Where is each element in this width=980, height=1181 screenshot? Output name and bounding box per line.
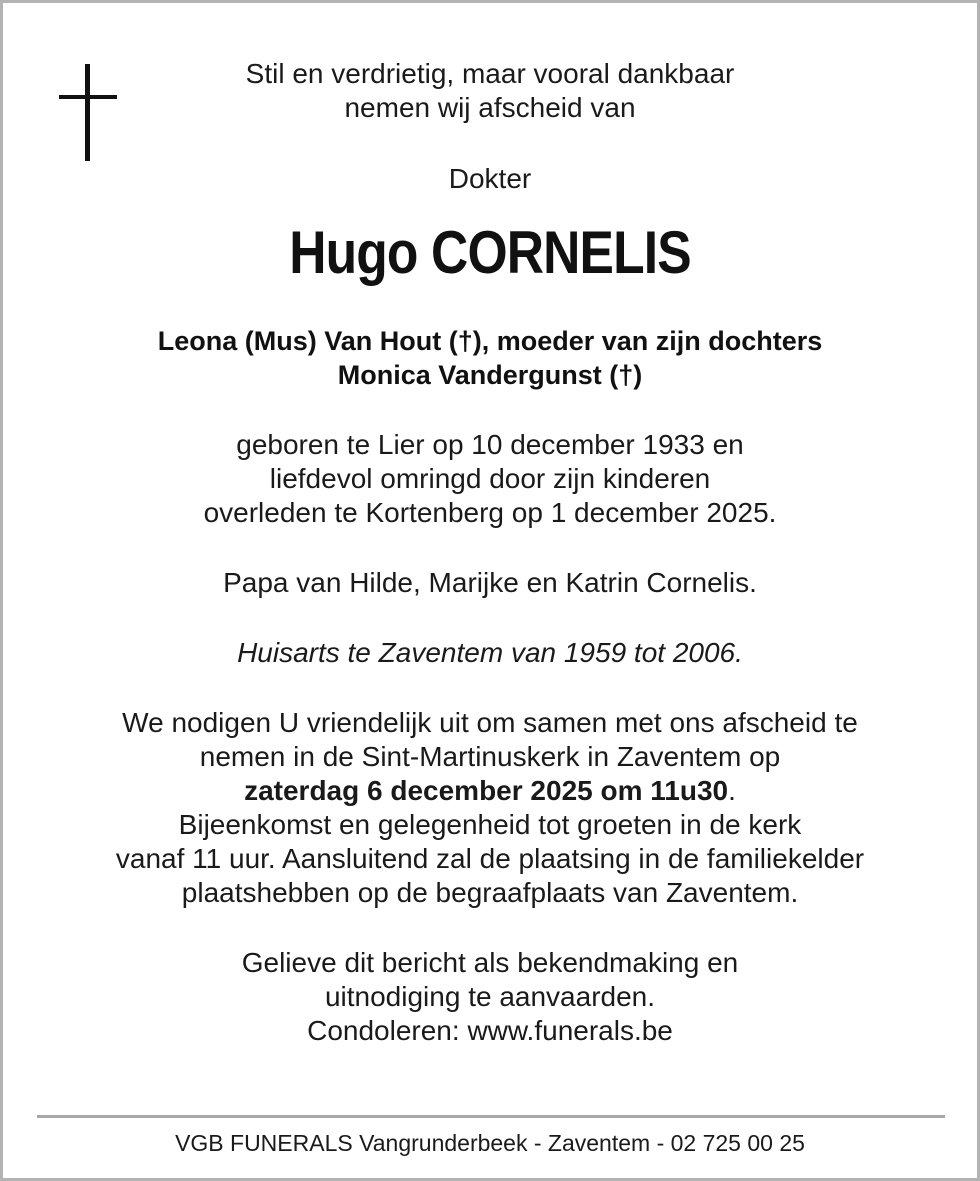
invite-line-1: We nodigen U vriendelijk uit om samen met ons afscheid te xyxy=(122,707,858,738)
invitation-text xyxy=(3,706,977,910)
closing-line-1: Gelieve dit bericht als bekendmaking en xyxy=(241,947,739,978)
life-dates-text xyxy=(3,428,977,530)
relations-line-2: Monica Vandergunst (†) xyxy=(337,360,643,390)
life-line-2: liefdevol omringd door zijn kinderen xyxy=(269,463,711,494)
closing-line-2: uitnodiging te aanvaarden. xyxy=(324,981,656,1012)
profession-text: Huisarts te Zaventem van 1959 tot 2006. xyxy=(237,637,743,668)
closing-text xyxy=(3,946,977,1048)
intro-line-1: Stil en verdrietig, maar vooral dankbaar xyxy=(245,58,735,89)
ceremony-date: zaterdag 6 december 2025 om 11u30 xyxy=(244,775,729,806)
intro-text xyxy=(3,57,977,125)
invite-line-4: Bijeenkomst en gelegenheid tot groeten in de kerk xyxy=(178,809,802,840)
deceased-name: Hugo CORNELIS xyxy=(289,219,691,286)
funeral-home-footer: VGB FUNERALS Vangrunderbeek - Zaventem - 02 725 00 25 xyxy=(175,1130,805,1156)
life-line-3: overleden te Kortenberg op 1 december 2025. xyxy=(203,497,777,528)
children-text: Papa van Hilde, Marijke en Katrin Cornelis. xyxy=(223,567,757,598)
footer-divider xyxy=(37,1115,945,1118)
relations-text xyxy=(3,324,977,392)
invite-line-6: plaatshebben op de begraafplaats van Zaventem. xyxy=(181,877,799,908)
invite-line-2: nemen in de Sint-Martinuskerk in Zaventem op xyxy=(199,741,781,772)
relations-line-1: Leona (Mus) Van Hout (†), moeder van zijn dochters xyxy=(157,326,823,356)
title-prefix: Dokter xyxy=(448,163,532,194)
notice-body xyxy=(3,57,977,1048)
intro-line-2: nemen wij afscheid van xyxy=(344,92,636,123)
condolence-link: Condoleren: www.funerals.be xyxy=(307,1015,673,1046)
ceremony-date-suffix: . xyxy=(728,775,736,806)
life-line-1: geboren te Lier op 10 december 1933 en xyxy=(236,429,744,460)
invite-line-5: vanaf 11 uur. Aansluitend zal de plaatsing in de familiekelder xyxy=(115,843,865,874)
